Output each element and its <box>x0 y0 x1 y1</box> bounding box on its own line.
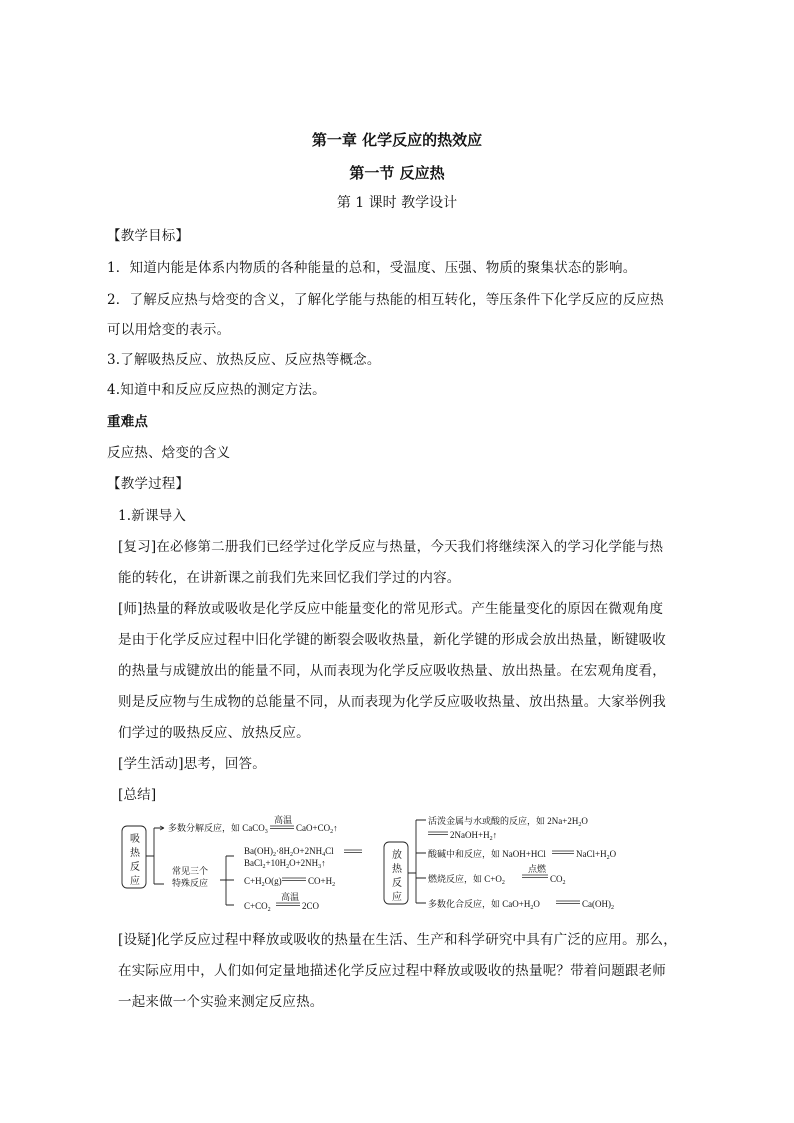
exo-item-2: 酸碱中和反应，如 NaOH+HCl <box>428 849 546 859</box>
exo-item-3-cond: 点燃 <box>528 864 547 874</box>
objective-3: 3.了解吸热反应、放热反应、反应热等概念。 <box>107 352 381 368</box>
exo-char-3: 反 <box>392 878 402 889</box>
endo-branch-1: 多数分解反应，如 CaCO$_3$ <box>168 823 268 835</box>
objective-2: 2．了解反应热与焓变的含义，了解化学能与热能的相互转化，等压条件下化学反应的反应热 <box>107 292 664 308</box>
question-line-3: 一起来做一个实验来测定反应热。 <box>118 994 324 1010</box>
endo-branch-1-product: $CaO+CO_2↑$ <box>296 823 338 835</box>
chapter-title: 第一章 化学反应的热效应 <box>311 131 483 149</box>
objective-1: 1．知道内能是体系内物质的各种能量的总和，受温度、压强、物质的聚集状态的影响。 <box>107 260 637 276</box>
lesson-title: 第 1 课时 教学设计 <box>336 195 458 211</box>
teacher-line-4: 则是反应物与生成物的总能量不同，从而表现为化学反应吸收热量、放出热量。大家举例我 <box>118 694 666 710</box>
special-reactions-label-2: 特殊反应 <box>172 878 209 888</box>
heat-reaction-diagram <box>118 808 658 918</box>
objective-4: 4.知道中和反应反应热的测定方法。 <box>107 382 326 398</box>
section-title: 第一节 反应热 <box>349 164 445 182</box>
objectives-heading: 【教学目标】 <box>107 228 190 244</box>
teacher-line-1: [师]热量的释放或吸收是化学反应中能量变化的常见形式。产生能量变化的原因在微观角度 <box>118 601 664 617</box>
process-heading: 【教学过程】 <box>107 476 190 492</box>
endo-char-4: 应 <box>130 876 140 887</box>
summary-label: [总结] <box>118 787 157 803</box>
special-reaction-2-product: $CO+H_2$ <box>308 876 336 888</box>
special-reactions-label-1: 常见三个 <box>172 866 209 876</box>
exo-item-3: 燃烧反应，如 $C+O_2$ <box>428 874 505 886</box>
question-line-1: [设疑]化学反应过程中释放或吸收的热量在生活、生产和科学研究中具有广泛的应用。那么， <box>118 932 677 948</box>
teacher-line-2: 是由于化学反应过程中旧化学键的断裂会吸收热量，新化学键的形成会放出热量，断键吸收 <box>118 632 666 648</box>
endo-char-3: 反 <box>130 862 140 873</box>
key-points-content: 反应热、焓变的含义 <box>107 445 231 461</box>
exo-char-1: 放 <box>392 850 402 861</box>
endo-char-2: 热 <box>130 848 140 859</box>
student-activity: [学生活动]思考，回答。 <box>118 756 266 772</box>
special-reaction-1-line-1: $Ba(OH)_2\cdot 8H_2O+2NH_4Cl$ <box>244 846 334 858</box>
exo-item-1-line-1: 活泼金属与水或酸的反应，如 $2Na+2H_2O$ <box>428 816 588 828</box>
exo-char-2: 热 <box>392 864 402 875</box>
exo-item-3-product: $CO_2$ <box>550 874 566 886</box>
objective-2-cont: 可以用焓变的表示。 <box>107 322 231 338</box>
endo-branch-1-cond: 高温 <box>274 815 293 825</box>
exo-item-2-product: $NaCl+H_2O$ <box>576 849 617 861</box>
special-reaction-1-line-2: $BaCl_2+10H_2O+2NH_3↑$ <box>244 858 326 870</box>
question-line-2: 在实际应用中，人们如何定量地描述化学反应过程中释放或吸收的热量呢？带着问题跟老师 <box>118 963 666 979</box>
teacher-line-3: 的热量与成键放出的能量不同，从而表现为化学反应吸收热量、放出热量。在宏观角度看， <box>118 663 666 679</box>
step-intro: 1.新课导入 <box>118 508 187 524</box>
exo-item-4-product: $Ca(OH)_2$ <box>582 899 614 911</box>
special-reaction-3-product: 2CO <box>302 901 320 911</box>
review-line-2: 能的转化，在讲新课之前我们先来回忆我们学过的内容。 <box>118 570 461 586</box>
endo-char-1: 吸 <box>130 834 140 845</box>
special-reaction-2: $C+H_2O(g)$ <box>244 876 282 888</box>
exo-item-4: 多数化合反应，如 $CaO+H_2O$ <box>428 899 540 911</box>
exo-item-1-line-2: $2NaOH+H_2↑$ <box>450 830 498 842</box>
review-line-1: [复习]在必修第二册我们已经学过化学反应与热量，今天我们将继续深入的学习化学能与热 <box>118 539 664 555</box>
special-reaction-3-cond: 高温 <box>281 892 300 902</box>
exo-char-4: 应 <box>392 892 402 903</box>
special-reaction-3: $C+CO_2$ <box>244 901 271 913</box>
teacher-line-5: 们学过的吸热反应、放热反应。 <box>118 725 310 741</box>
key-points-heading: 重难点 <box>107 414 149 430</box>
